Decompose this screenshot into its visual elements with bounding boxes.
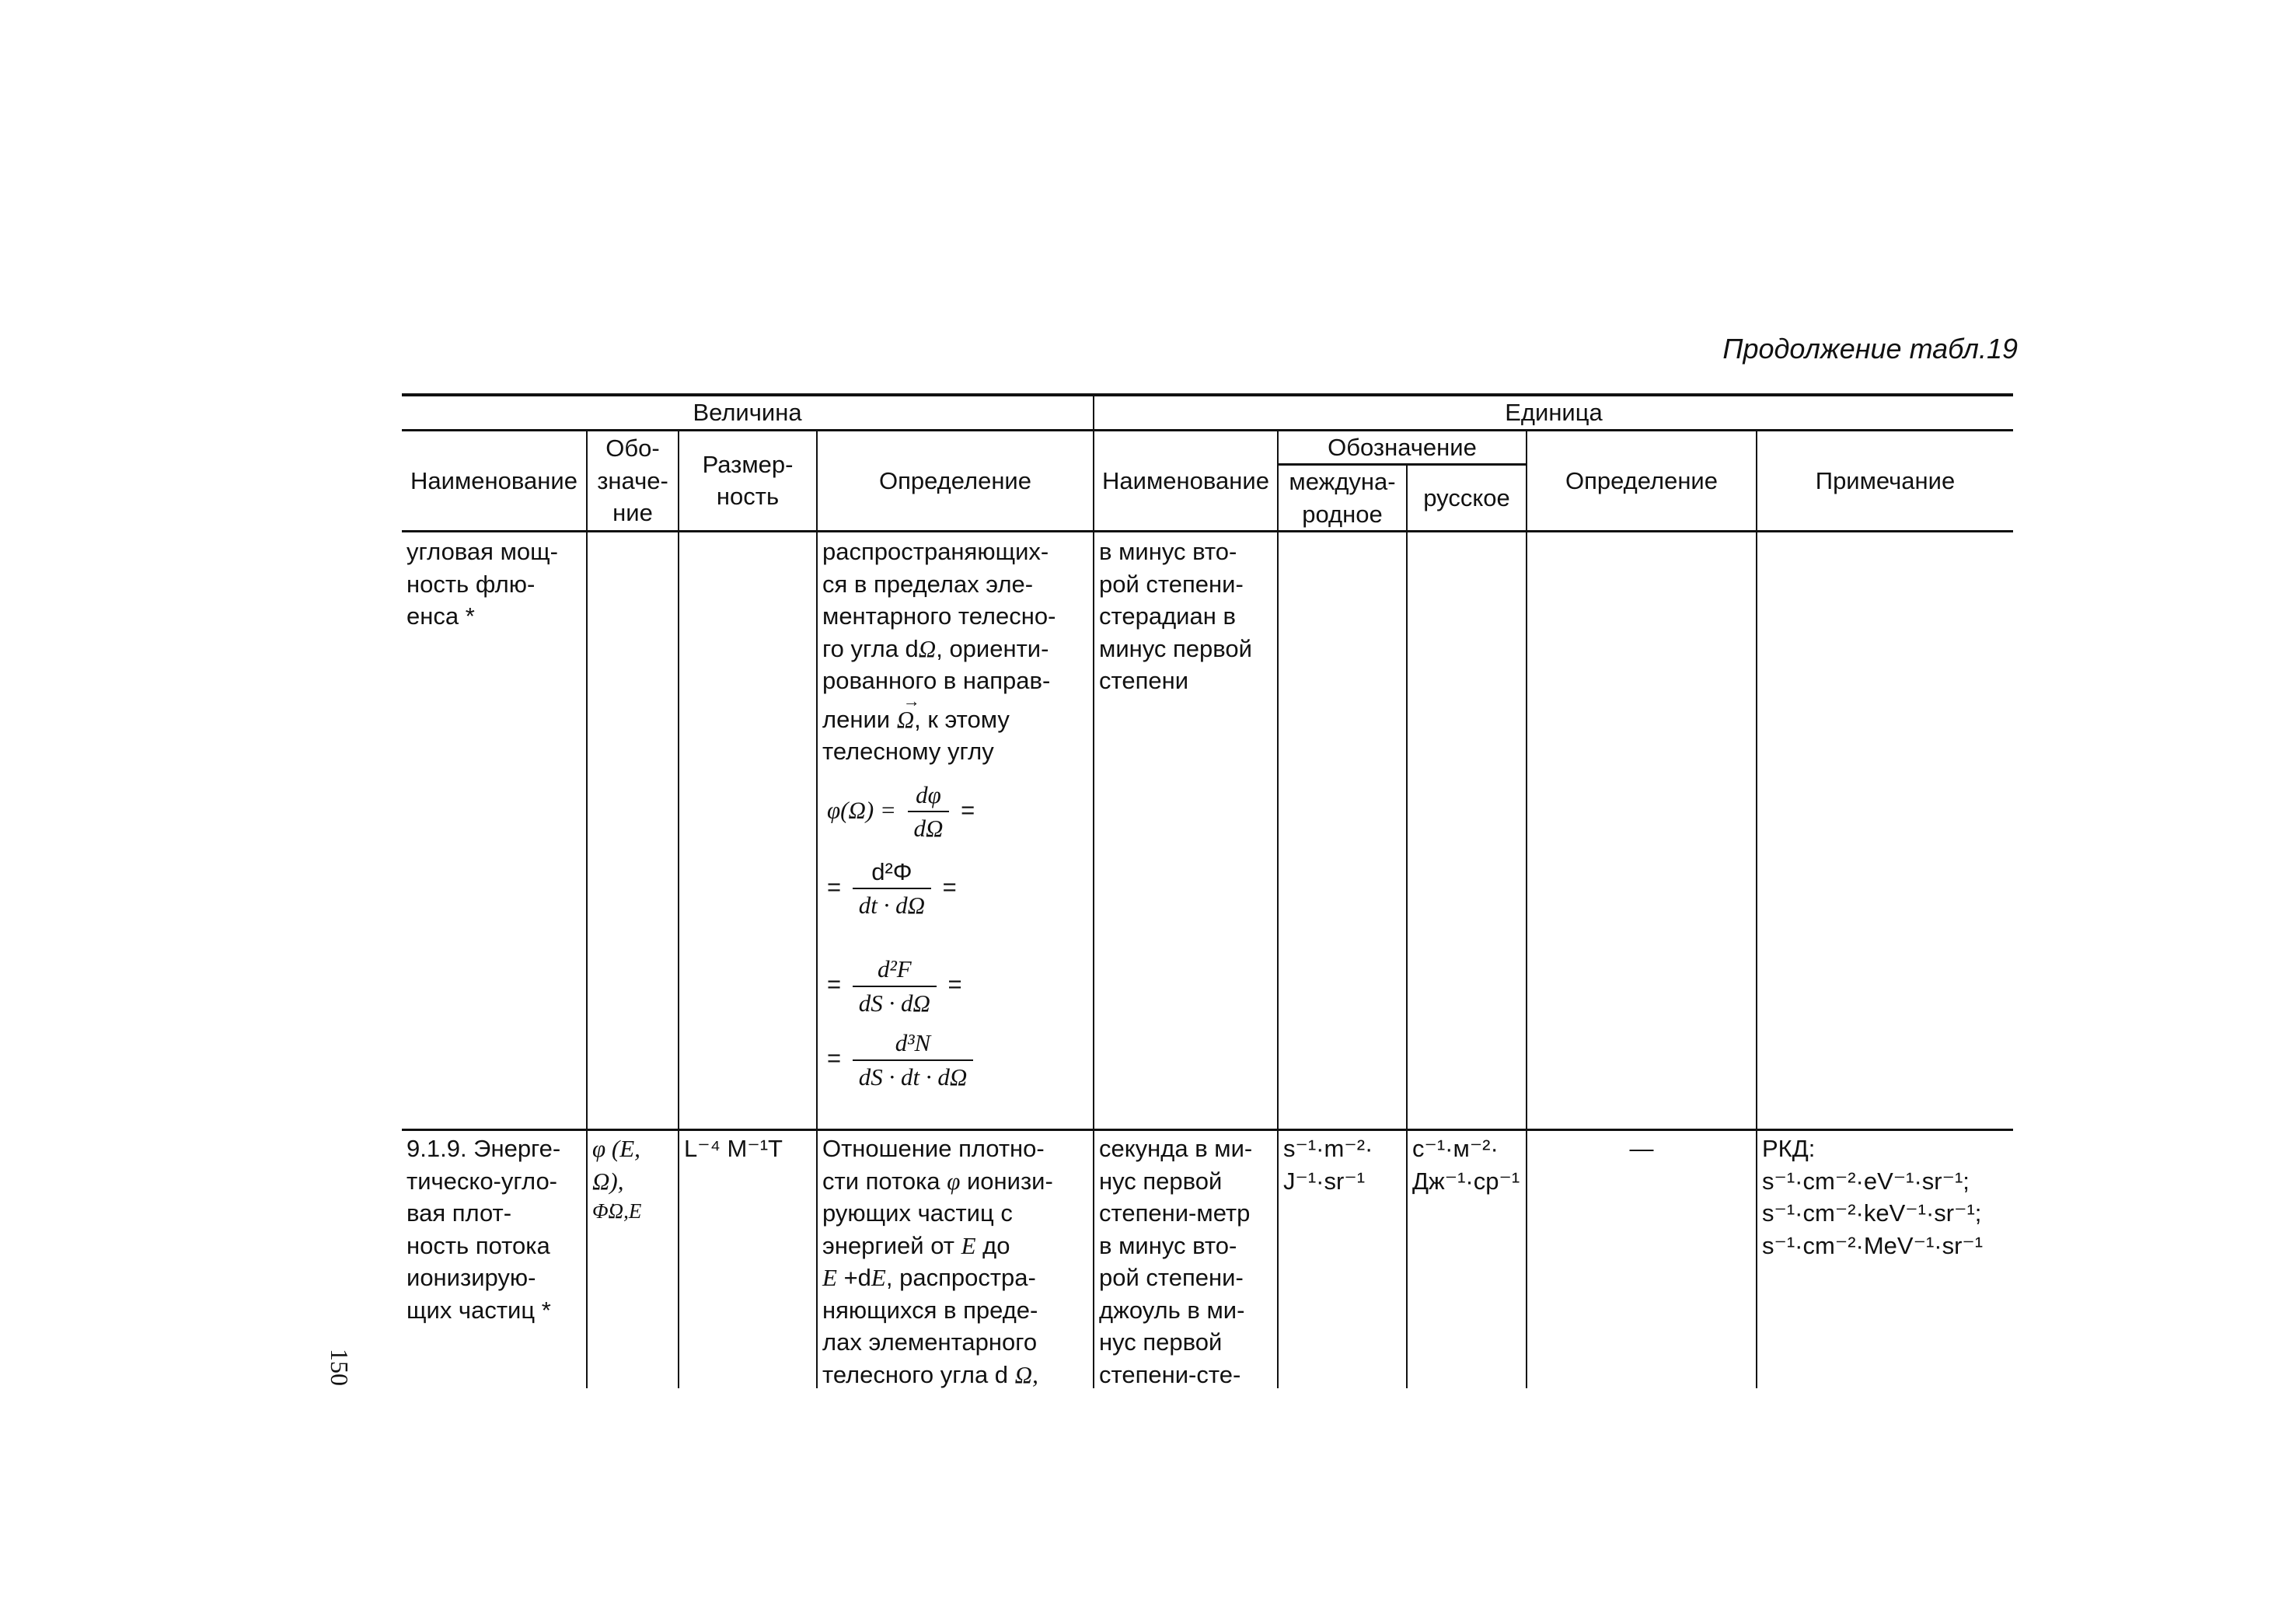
russian-cell	[1407, 1130, 1527, 1388]
fraction	[853, 953, 937, 1019]
international-cell	[1278, 1130, 1407, 1388]
quantity-dimension-cell	[679, 532, 817, 1130]
definition-line: ся в пределах эле-	[822, 570, 1034, 598]
fraction-numerator: dφ	[908, 779, 950, 813]
header-international-line: междуна-	[1289, 468, 1396, 496]
equals-sign: =	[827, 873, 842, 901]
name-line: ность потока	[407, 1231, 550, 1259]
fraction-numerator: d²Φ	[853, 856, 931, 890]
unit-name-line: в минус вто-	[1099, 1231, 1237, 1259]
quantity-symbol-cell	[587, 532, 679, 1130]
omega-symbol: Ω,	[1014, 1360, 1038, 1388]
header-row-1	[402, 430, 2013, 465]
definition-line	[822, 633, 1088, 665]
header-group-row	[402, 395, 2013, 430]
unit-name-line: джоуль в ми-	[1099, 1296, 1245, 1324]
fraction	[908, 779, 950, 845]
definition-line	[822, 1165, 1088, 1198]
note-line: s⁻¹·cm⁻²·eV⁻¹·sr⁻¹;	[1762, 1167, 1970, 1195]
russian-line: Дж⁻¹·ср⁻¹	[1412, 1167, 1520, 1195]
unit-name-line: минус первой	[1099, 634, 1252, 662]
international-cell	[1278, 532, 1407, 1130]
international-line: J⁻¹·sr⁻¹	[1283, 1167, 1366, 1195]
unit-name-cell	[1094, 532, 1278, 1130]
table-container	[402, 393, 2013, 1388]
header-unit-name: Наименование	[1094, 430, 1278, 532]
fraction-denominator: dΩ	[913, 815, 944, 843]
note-line: s⁻¹·cm⁻²·keV⁻¹·sr⁻¹;	[1762, 1199, 1982, 1227]
name-line: енса *	[407, 602, 475, 630]
definition-line	[822, 1262, 1088, 1294]
table-row	[402, 1130, 2013, 1388]
definition-line: лах элементарного	[822, 1328, 1038, 1356]
quantity-name-cell	[402, 532, 587, 1130]
energy-symbol: E	[822, 1264, 837, 1292]
unit-name-line: секунда в ми-	[1099, 1135, 1253, 1163]
energy-symbol: E	[961, 1231, 976, 1259]
symbol-line: Ω),	[592, 1167, 624, 1195]
formula-2	[827, 856, 1088, 922]
symbol-line: φ (E,	[592, 1135, 640, 1163]
energy-symbol: E	[871, 1264, 886, 1292]
definition-line: рующих частиц с	[822, 1199, 1013, 1227]
header-russian: русское	[1407, 465, 1527, 532]
fraction-denominator: dS · dΩ	[858, 989, 930, 1017]
unit-definition-cell	[1527, 532, 1757, 1130]
header-quantity-symbol	[587, 430, 679, 532]
definition-text: сти потока	[822, 1167, 940, 1195]
note-cell	[1757, 532, 2013, 1130]
unit-name-line: рой степени-	[1099, 570, 1244, 598]
unit-name-line: в минус вто-	[1099, 538, 1237, 566]
fraction-numerator: d³N	[853, 1027, 974, 1061]
formula-lhs: φ(Ω) =	[827, 796, 896, 824]
fraction-numerator: d²F	[853, 953, 937, 987]
unit-name-line: нус первой	[1099, 1167, 1223, 1195]
formula-1	[827, 779, 1088, 845]
definition-text: ионизи-	[966, 1167, 1053, 1195]
international-line: s⁻¹·m⁻²·	[1283, 1135, 1373, 1163]
header-quantity-definition: Определение	[817, 430, 1094, 532]
phi-symbol: φ	[947, 1167, 961, 1195]
quantity-name-cell	[402, 1130, 587, 1388]
name-line: ность флю-	[407, 570, 536, 598]
header-international	[1278, 465, 1407, 532]
definition-line: няющихся в преде-	[822, 1296, 1038, 1324]
definition-text: +d	[843, 1264, 871, 1292]
definition-line	[822, 1230, 1088, 1262]
quantity-dimension-cell: L⁻⁴ M⁻¹T	[679, 1130, 817, 1388]
definition-text: энергией от	[822, 1231, 954, 1259]
name-line: вая плот-	[407, 1199, 512, 1227]
header-quantity-name: Наименование	[402, 430, 587, 532]
fraction	[853, 856, 931, 922]
definition-line	[822, 703, 1088, 736]
table-row	[402, 532, 2013, 1130]
definition-text: , распростра-	[885, 1264, 1036, 1292]
definition-line: рованного в направ-	[822, 667, 1051, 695]
formula-3	[827, 953, 1088, 1019]
name-line: ионизирую-	[407, 1264, 536, 1292]
unit-definition-cell: —	[1527, 1130, 1757, 1388]
header-international-line: родное	[1302, 500, 1383, 528]
definition-text: , к этому	[914, 705, 1010, 733]
header-dimension-line: Размер-	[702, 450, 794, 478]
definition-text: телесного угла d	[822, 1360, 1009, 1388]
definition-line: Отношение плотно-	[822, 1135, 1045, 1163]
definition-line: ментарного телесно-	[822, 602, 1056, 630]
equals-sign: =	[947, 970, 962, 998]
unit-name-line: нус первой	[1099, 1328, 1223, 1356]
note-line: s⁻¹·cm⁻²·MeV⁻¹·sr⁻¹	[1762, 1231, 1984, 1259]
header-dimension-line: ность	[716, 483, 780, 511]
definition-text: , ориенти-	[936, 634, 1049, 662]
header-unit-group: Единица	[1094, 395, 2013, 430]
fraction-denominator: dt · dΩ	[858, 892, 926, 920]
russian-cell	[1407, 532, 1527, 1130]
symbol-line: Φ̇Ω,E	[592, 1199, 642, 1223]
definition-line: распространяющих-	[822, 538, 1049, 566]
name-line: тическо-угло-	[407, 1167, 558, 1195]
name-line: 9.1.9. Энерге-	[407, 1135, 561, 1163]
quantity-definition-cell	[817, 532, 1094, 1130]
header-symbol-line: ние	[612, 499, 653, 527]
unit-name-line: степени	[1099, 667, 1189, 695]
unit-name-line: степени-метр	[1099, 1199, 1251, 1227]
name-line: угловая мощ-	[407, 538, 558, 566]
definition-text: го угла d	[822, 634, 919, 662]
name-line: щих частиц *	[407, 1296, 551, 1324]
header-unit-definition: Определение	[1527, 430, 1757, 532]
units-table	[402, 393, 2013, 1388]
header-symbol-line: значе-	[597, 466, 668, 494]
equals-sign: =	[961, 796, 975, 824]
russian-line: с⁻¹·м⁻²·	[1412, 1135, 1499, 1163]
unit-name-line: степени-сте-	[1099, 1360, 1241, 1388]
definition-line	[822, 1359, 1088, 1388]
note-line: РКД:	[1762, 1135, 1816, 1163]
equals-sign: =	[827, 1044, 842, 1072]
definition-text: лении	[822, 705, 891, 733]
equals-sign: =	[827, 970, 842, 998]
header-quantity-group: Величина	[402, 395, 1094, 430]
definition-line: телесному углу	[822, 738, 994, 766]
unit-name-line: рой степени-	[1099, 1264, 1244, 1292]
equals-sign: =	[942, 873, 957, 901]
header-quantity-dimension	[679, 430, 817, 532]
fraction	[853, 1027, 974, 1093]
quantity-definition-cell	[817, 1130, 1094, 1388]
omega-vector-symbol: → Ω	[897, 703, 914, 736]
header-unit-note: Примечание	[1757, 430, 2013, 532]
definition-text: до	[982, 1231, 1010, 1259]
omega-symbol: Ω	[918, 634, 937, 662]
quantity-symbol-cell	[587, 1130, 679, 1388]
unit-name-line: стерадиан в	[1099, 602, 1236, 630]
note-cell	[1757, 1130, 2013, 1388]
page-number: 150	[326, 1349, 354, 1386]
header-unit-designation: Обозначение	[1278, 430, 1527, 465]
unit-name-cell	[1094, 1130, 1278, 1388]
header-symbol-line: Обо-	[605, 435, 660, 462]
fraction-denominator: dS · dt · dΩ	[858, 1063, 968, 1091]
table-caption: Продолжение табл.19	[1722, 333, 2018, 365]
formula-4	[827, 1027, 1088, 1093]
